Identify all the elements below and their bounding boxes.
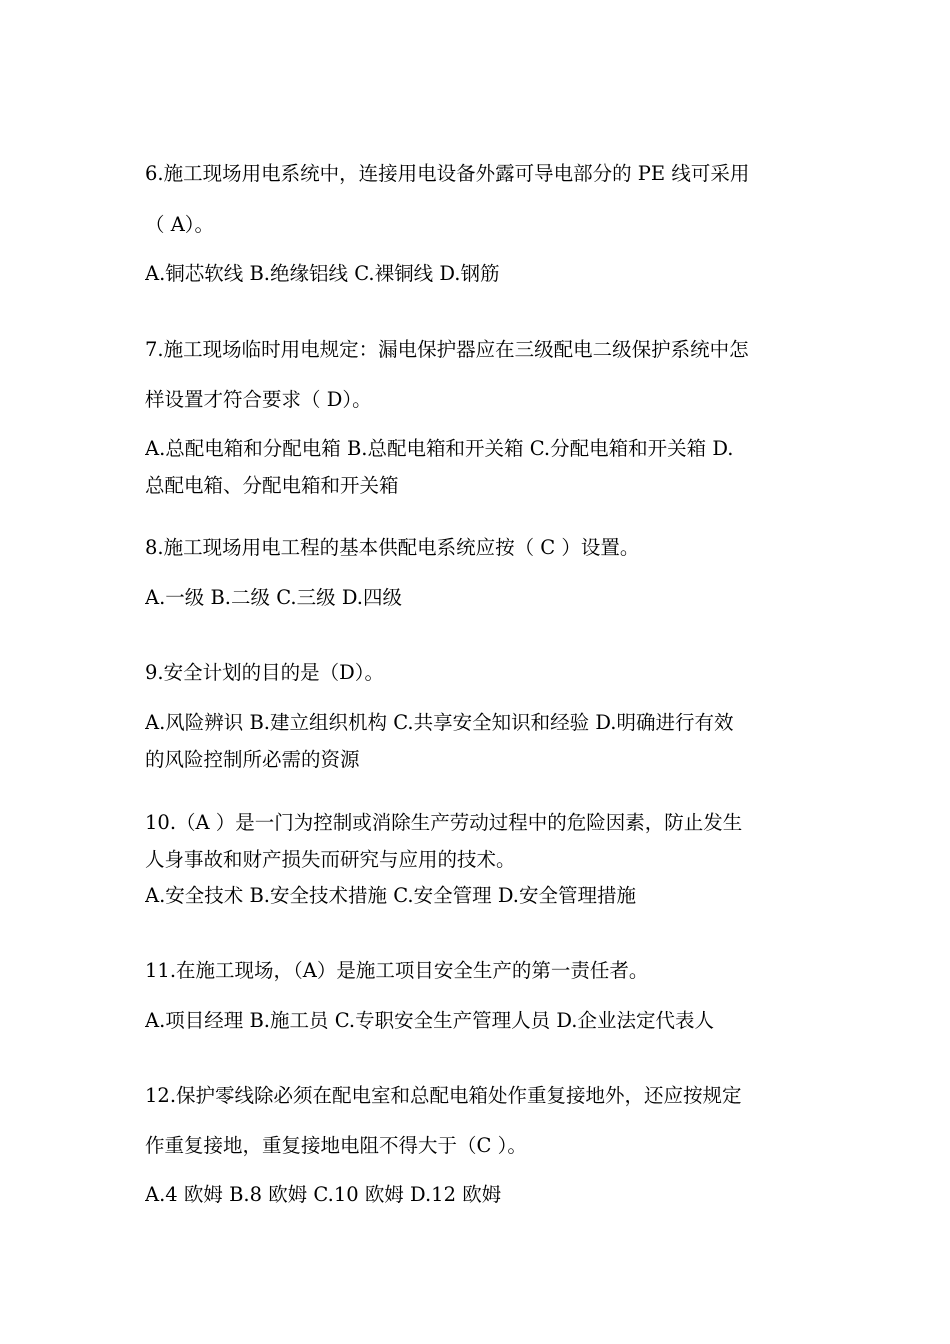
question-7-stem-line-2: 样设置才符合要求（ D）。 xyxy=(145,388,372,411)
question-9-stem: 9.安全计划的目的是（D）。 xyxy=(145,661,384,684)
question-9-options-line-1: A.风险辨识 B.建立组织机构 C.共享安全知识和经验 D.明确进行有效 xyxy=(145,711,734,734)
question-10-stem-line-1: 10.（A ）是一门为控制或消除生产劳动过程中的危险因素，防止发生 xyxy=(145,811,743,834)
question-6-stem-line-2: （ A）。 xyxy=(145,213,215,236)
question-10-options: A.安全技术 B.安全技术措施 C.安全管理 D.安全管理措施 xyxy=(145,884,636,907)
question-7-options-line-1: A.总配电箱和分配电箱 B.总配电箱和开关箱 C.分配电箱和开关箱 D. xyxy=(145,437,734,460)
question-6-stem-line-1: 6.施工现场用电系统中，连接用电设备外露可导电部分的 PE 线可采用 xyxy=(145,162,750,185)
question-10-stem-line-2: 人身事故和财产损失而研究与应用的技术。 xyxy=(145,848,516,871)
question-8-options: A.一级 B.二级 C.三级 D.四级 xyxy=(145,586,402,609)
question-12-stem-line-1: 12.保护零线除必须在配电室和总配电箱处作重复接地外，还应按规定 xyxy=(145,1084,742,1107)
question-11-stem: 11.在施工现场，（A）是施工项目安全生产的第一责任者。 xyxy=(145,959,649,982)
question-12-options: A.4 欧姆 B.8 欧姆 C.10 欧姆 D.12 欧姆 xyxy=(145,1183,502,1206)
question-9-options-line-2: 的风险控制所必需的资源 xyxy=(145,748,360,771)
question-7-stem-line-1: 7.施工现场临时用电规定：漏电保护器应在三级配电二级保护系统中怎 xyxy=(145,338,749,361)
question-7-options-line-2: 总配电箱、分配电箱和开关箱 xyxy=(145,474,399,497)
question-12-stem-line-2: 作重复接地，重复接地电阻不得大于（C ）。 xyxy=(145,1134,527,1157)
question-11-options: A.项目经理 B.施工员 C.专职安全生产管理人员 D.企业法定代表人 xyxy=(145,1009,714,1032)
question-8-stem: 8.施工现场用电工程的基本供配电系统应按（ C ）设置。 xyxy=(145,536,640,559)
question-6-options: A.铜芯软线 B.绝缘铝线 C.裸铜线 D.钢筋 xyxy=(145,262,500,285)
